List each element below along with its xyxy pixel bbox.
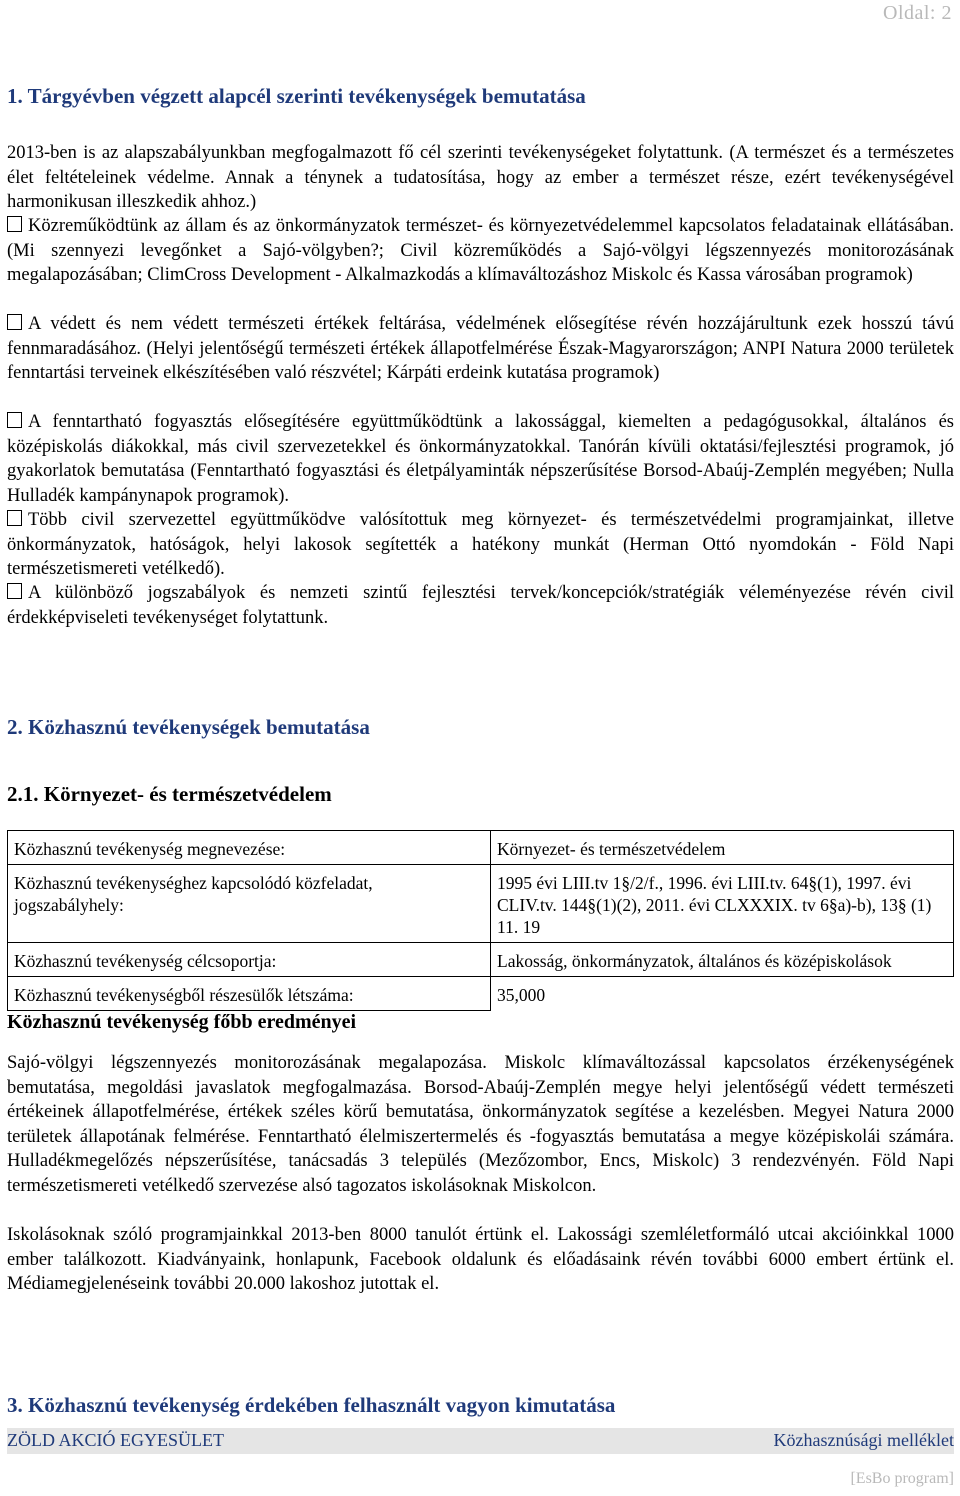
footer-document-type: Közhasznúsági melléklet [773, 1430, 954, 1450]
bullet-box-icon [7, 314, 22, 330]
section-2-title: 2. Közhasznú tevékenységek bemutatása [7, 715, 370, 739]
table-label-cell: Közhasznú tevékenységből részesülők létszáma: [8, 977, 491, 1011]
table-value-cell: 35,000 [491, 977, 954, 1011]
page-number: Oldal: 2 [883, 2, 952, 24]
footer-organization: ZÖLD AKCIÓ EGYESÜLET [7, 1430, 224, 1450]
bullet-text: A különböző jogszabályok és nemzeti szintű fejlesztési tervek/koncepciók/stratégiák véleményezése révén civil érdekképviseleti tevékenységet folytattunk. [7, 583, 954, 628]
results-paragraph-1: Sajó-völgyi légszennyezés monitorozásának megalapozása. Miskolc klímaváltozással kapcsolatos érzékenységének bemutatása, megoldási javaslatok megfogalmazása. Borsod-Abaúj-Zemplén megye helyi jelentőségű védett természeti értékeinek állapotfelmérése, értékek széles körű bemutatása, önkormányzatok segítése a kezelésben. Megyei Natura 2000 területek állapotának felmérése. Fenntartható élelmiszertermelés és -fogyasztás bemutatása a megye középiskolái számára. Hulladékmegelőzés népszerűsítése, tanácsadás 3 település (Mezőzombor, Encs, Miskolc) 3 rendezvényén. Föld Napi természetismereti vetélkedő szervezése alsó tagozatos iskolásoknak Miskolcon. [7, 1053, 954, 1196]
table-row [8, 865, 954, 943]
bullet-box-icon [7, 510, 22, 526]
table-label-cell: Közhasznú tevékenység megnevezése: [8, 831, 491, 865]
bullet-text: Több civil szervezettel együttműködve valósítottuk meg környezet- és természetvédelmi programjainkat, illetve önkormányzatok, hatóságok, helyi lakosok segítették a hatékony munkát (Herman Ottó nyomdokán - Föld Napi természetismereti vetélkedő). [7, 510, 954, 579]
bullet-item-1 [7, 214, 954, 288]
table-label-cell: Közhasznú tevékenység célcsoportja: [8, 943, 491, 977]
table-value-cell: Lakosság, önkormányzatok, általános és középiskolások [491, 943, 954, 977]
table-row [8, 977, 954, 1011]
bullet-item-5 [7, 581, 954, 630]
results-paragraph-2: Iskolásoknak szóló programjainkkal 2013-ben 8000 tanulót értünk el. Lakossági szemléletformáló utcai akcióinkkal 1000 ember találkozott. Kiadványaink, honlapunk, Facebook oldalunk és előadásaink révén további 6000 embert értünk el. Médiamegjelenéseink további 20.000 lakoshoz jutottak el. [7, 1225, 954, 1294]
bullet-item-4 [7, 508, 954, 582]
bullet-box-icon [7, 216, 22, 232]
table-value-cell: 1995 évi LIII.tv 1§/2/f., 1996. évi LIII.tv. 64§(1), 1997. évi CLIV.tv. 144§(1)(2), 2011. évi CLXXXIX. tv 6§a)-b), 13§ (1) 11. 19 [491, 865, 954, 943]
section-1-title: 1. Tárgyévben végzett alapcél szerinti tevékenységek bemutatása [7, 84, 586, 108]
bullet-text: A védett és nem védett természeti értékek feltárása, védelmének elősegítése révén hozzájárultunk ezek hosszú távú fennmaradásához. (Helyi jelentőségű természeti értékek állapotfelmérése Észak-Magyarországon; ANPI Natura 2000 területek fenntartási terveinek elkészítésében való részvétel; Kárpáti erdeink kutatása programok) [7, 314, 954, 383]
bullet-item-2 [7, 312, 954, 386]
bullet-box-icon [7, 583, 22, 599]
table-label-cell: Közhasznú tevékenységhez kapcsolódó közfeladat, jogszabályhely: [8, 865, 491, 943]
section-2-1-title: 2.1. Környezet- és természetvédelem [7, 782, 332, 806]
activity-table [7, 830, 954, 1011]
bullet-box-icon [7, 412, 22, 428]
bullet-text: Közreműködtünk az állam és az önkormányzatok természet- és környezetvédelemmel kapcsolatos feladatainak ellátásában. (Mi szennyezi levegőnket a Sajó-völgyben?; Civil közreműködés a Sajó-völgyi légszennyezés monitorozásának megalapozásában; ClimCross Development - Alkalmazkodás a klímaváltozáshoz Miskolc és Kassa városában programok) [7, 216, 954, 285]
section-1-intro: 2013-ben is az alapszabályunkban megfogalmazott fő cél szerinti tevékenységeket folytattunk. (A természet és a természetes élet feltételeinek védelme. Annak a ténynek a tudatosítása, hogy az ember a természet része, ezért tevékenységével harmonikusan illeszkedik ahhoz.) [7, 143, 954, 212]
table-value-cell: Környezet- és természetvédelem [491, 831, 954, 865]
section-3-title: 3. Közhasznú tevékenység érdekében felhasznált vagyon kimutatása [7, 1393, 616, 1417]
table-row [8, 831, 954, 865]
program-tag: [EsBo program] [850, 1470, 954, 1487]
table-row [8, 943, 954, 977]
results-title: Közhasznú tevékenység főbb eredményei [7, 1011, 357, 1033]
bullet-item-3 [7, 410, 954, 508]
bullet-text: A fenntartható fogyasztás elősegítésére együttműködtünk a lakossággal, kiemelten a pedagógusokkal, általános és középiskolás diákokkal, más civil szervezetekkel és önkormányzatokkal. Tanórán kívüli oktatási/fejlesztési programok, jó gyakorlatok bemutatása (Fenntartható fogyasztási és életpályaminták népszerűsítése Borsod-Abaúj-Zemplén megyében; Nulla Hulladék kampánynapok programok). [7, 412, 954, 506]
